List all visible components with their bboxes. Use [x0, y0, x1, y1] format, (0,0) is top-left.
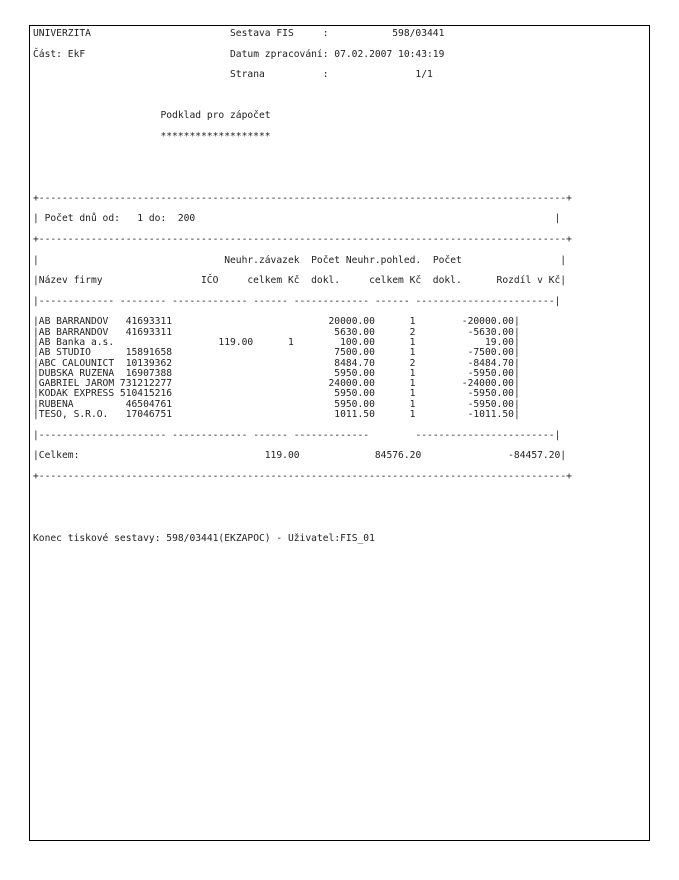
row-receivables: 5950.00 — [334, 388, 375, 400]
table-row: |KODAK EXPRESS 510415216 5950.00 1 -5950.00| — [33, 388, 520, 400]
org-name: UNIVERZITA — [33, 28, 91, 39]
row-docs2: 1 — [409, 367, 416, 379]
filter-line: | Počet dnů od: 1 do: 200 | — [33, 213, 561, 225]
col-docs2-head: Počet — [432, 254, 462, 266]
row-diff: 19.00 — [484, 336, 514, 348]
row-diff: -5630.00 — [467, 326, 514, 338]
total-row: |Celkem: 119.00 84576.20 -84457.20| — [33, 450, 567, 462]
footer-line — [33, 534, 572, 544]
filter-label: Počet dnů od: — [44, 213, 120, 225]
company-ico: 41693311 — [125, 326, 173, 338]
row-receivables: 100.00 — [340, 336, 375, 348]
row-docs2: 1 — [409, 408, 416, 420]
header-line-2 — [33, 50, 572, 60]
col-docs2-unit: dokl. — [432, 275, 462, 287]
row-receivables: 5630.00 — [334, 326, 375, 338]
report-printout — [33, 29, 572, 554]
company-name: GABRIEL JAROM — [38, 378, 115, 390]
company-name: AB BARRANDOV — [38, 316, 109, 328]
col-docs1-unit: dokl. — [311, 275, 341, 287]
separator: : — [322, 48, 329, 60]
col-payables-unit: celkem Kč — [247, 275, 300, 287]
table-row: |AB STUDIO 15891658 7500.00 1 -7500.00| — [33, 347, 520, 359]
part-label: Část: EkF — [33, 48, 86, 60]
total-diff: -84457.20 — [508, 450, 561, 462]
row-payables: 119.00 — [218, 336, 254, 348]
row-docs2: 1 — [409, 378, 416, 390]
company-ico: 731212277 — [119, 378, 173, 390]
row-diff: -20000.00 — [461, 316, 514, 328]
table-row: |TESO, S.R.O. 17046751 1011.50 1 -1011.50| — [33, 408, 520, 420]
table-row: |GABRIEL JAROM 731212277 24000.00 1 -24000.00| — [33, 378, 520, 390]
filter-to: 200 — [177, 213, 196, 225]
company-ico: 510415216 — [119, 388, 173, 400]
table-row: |AB BARRANDOV 41693311 5630.00 2 -5630.00| — [33, 326, 520, 338]
row-receivables: 5950.00 — [334, 367, 375, 379]
row-docs2: 1 — [409, 316, 416, 328]
company-ico: 16907388 — [125, 367, 173, 379]
row-receivables: 1011.50 — [334, 408, 375, 420]
company-name: DUBSKA RUZENA — [38, 367, 115, 379]
row-docs2: 1 — [409, 388, 416, 400]
frame-divider: +-------------------------------------------------------------------------------------------+ — [33, 233, 572, 245]
row-docs2: 2 — [409, 357, 416, 369]
page-label: Strana — [230, 69, 265, 81]
col-ico-head: IČO — [201, 275, 219, 287]
company-name: AB Banka a.s. — [38, 336, 115, 348]
report-label: Sestava FIS — [230, 28, 294, 39]
header-line-1 — [33, 29, 572, 39]
row-docs2: 2 — [409, 326, 416, 338]
total-rule: |---------------------- ------------- ------ ------------- ------------------------| — [33, 429, 561, 441]
title-line — [33, 111, 572, 121]
company-ico: 41693311 — [125, 316, 173, 328]
company-name: TESO, S.R.O. — [38, 408, 109, 420]
row-docs1: 1 — [287, 336, 294, 348]
row-docs2: 1 — [409, 347, 416, 359]
row-docs2: 1 — [409, 398, 416, 410]
col-receivables-unit: celkem Kč — [369, 275, 422, 287]
company-name: AB STUDIO — [38, 347, 91, 359]
row-receivables: 24000.00 — [328, 378, 375, 390]
col-docs1-head: Počet — [311, 254, 341, 266]
company-name: KODAK EXPRESS — [38, 388, 115, 400]
processed-value: 07.02.2007 10:43:19 — [334, 48, 445, 60]
filter-from: 1 — [137, 213, 144, 225]
header-rule: |------------- -------- ------------- ------ ------------- ------ ------------------------| — [33, 295, 561, 307]
company-ico: 15891658 — [125, 347, 173, 359]
row-diff: -5950.00 — [467, 388, 514, 400]
page-value: 1/1 — [415, 69, 433, 81]
col-diff-head: Rozdíl v Kč — [496, 275, 561, 287]
report-title: Podklad pro zápočet — [160, 110, 271, 122]
frame-bottom: +-------------------------------------------------------------------------------------------+ — [33, 470, 572, 482]
report-number: 598/03441 — [392, 28, 445, 39]
company-ico: 46504761 — [125, 398, 173, 410]
col-receivables-head: Neuhr.pohled. — [345, 254, 422, 266]
row-receivables: 20000.00 — [328, 316, 375, 328]
row-receivables: 8484.70 — [334, 357, 375, 369]
table-header-2: |Název firmy IČO celkem Kč dokl. celkem Kč dokl. Rozdíl v Kč| — [33, 275, 567, 287]
total-payables: 119.00 — [264, 450, 300, 462]
print-page — [29, 25, 650, 841]
row-diff: -5950.00 — [467, 367, 514, 379]
header-line-3 — [33, 70, 572, 80]
title-underline: ******************* — [160, 130, 271, 142]
row-diff: -24000.00 — [461, 378, 514, 390]
frame-top: +-------------------------------------------------------------------------------------------+ — [33, 192, 572, 204]
table-row: |AB BARRANDOV 41693311 20000.00 1 -20000.00| — [33, 316, 520, 328]
company-name: RUBENA — [38, 398, 74, 410]
table-row: |ABC CALOUNICT 10139362 8484.70 2 -8484.70| — [33, 357, 520, 369]
total-receivables: 84576.20 — [374, 450, 422, 462]
title-underline-line — [33, 132, 572, 142]
company-ico: 10139362 — [125, 357, 173, 369]
company-name: AB BARRANDOV — [38, 326, 109, 338]
processed-label: Datum zpracování — [230, 48, 323, 60]
filter-to-label: do: — [148, 213, 167, 225]
row-receivables: 7500.00 — [334, 347, 375, 359]
row-diff: -5950.00 — [467, 398, 514, 410]
separator: : — [322, 28, 329, 39]
col-payables-head: Neuhr.závazek — [224, 254, 300, 266]
separator: : — [322, 69, 329, 81]
table-row: |DUBSKA RUZENA 16907388 5950.00 1 -5950.00| — [33, 367, 520, 379]
table-row: |AB Banka a.s. 119.00 1 100.00 1 19.00| — [33, 336, 520, 348]
row-diff: -8484.70 — [467, 357, 514, 369]
company-name: ABC CALOUNICT — [38, 357, 115, 369]
table-body — [33, 317, 572, 420]
row-receivables: 5950.00 — [334, 398, 375, 410]
row-diff: -7500.00 — [467, 347, 514, 359]
company-ico: 17046751 — [125, 408, 173, 420]
total-label: Celkem: — [38, 450, 80, 462]
row-docs2: 1 — [409, 336, 416, 348]
table-row: |RUBENA 46504761 5950.00 1 -5950.00| — [33, 398, 520, 410]
col-name-head: Název firmy — [38, 275, 103, 287]
end-of-report-text: Konec tiskové sestavy: 598/03441(EKZAPOC) - Uživatel:FIS_01 — [33, 532, 375, 544]
row-diff: -1011.50 — [467, 408, 514, 420]
table-header-1: | Neuhr.závazek Počet Neuhr.pohled. Počet | — [33, 254, 567, 266]
